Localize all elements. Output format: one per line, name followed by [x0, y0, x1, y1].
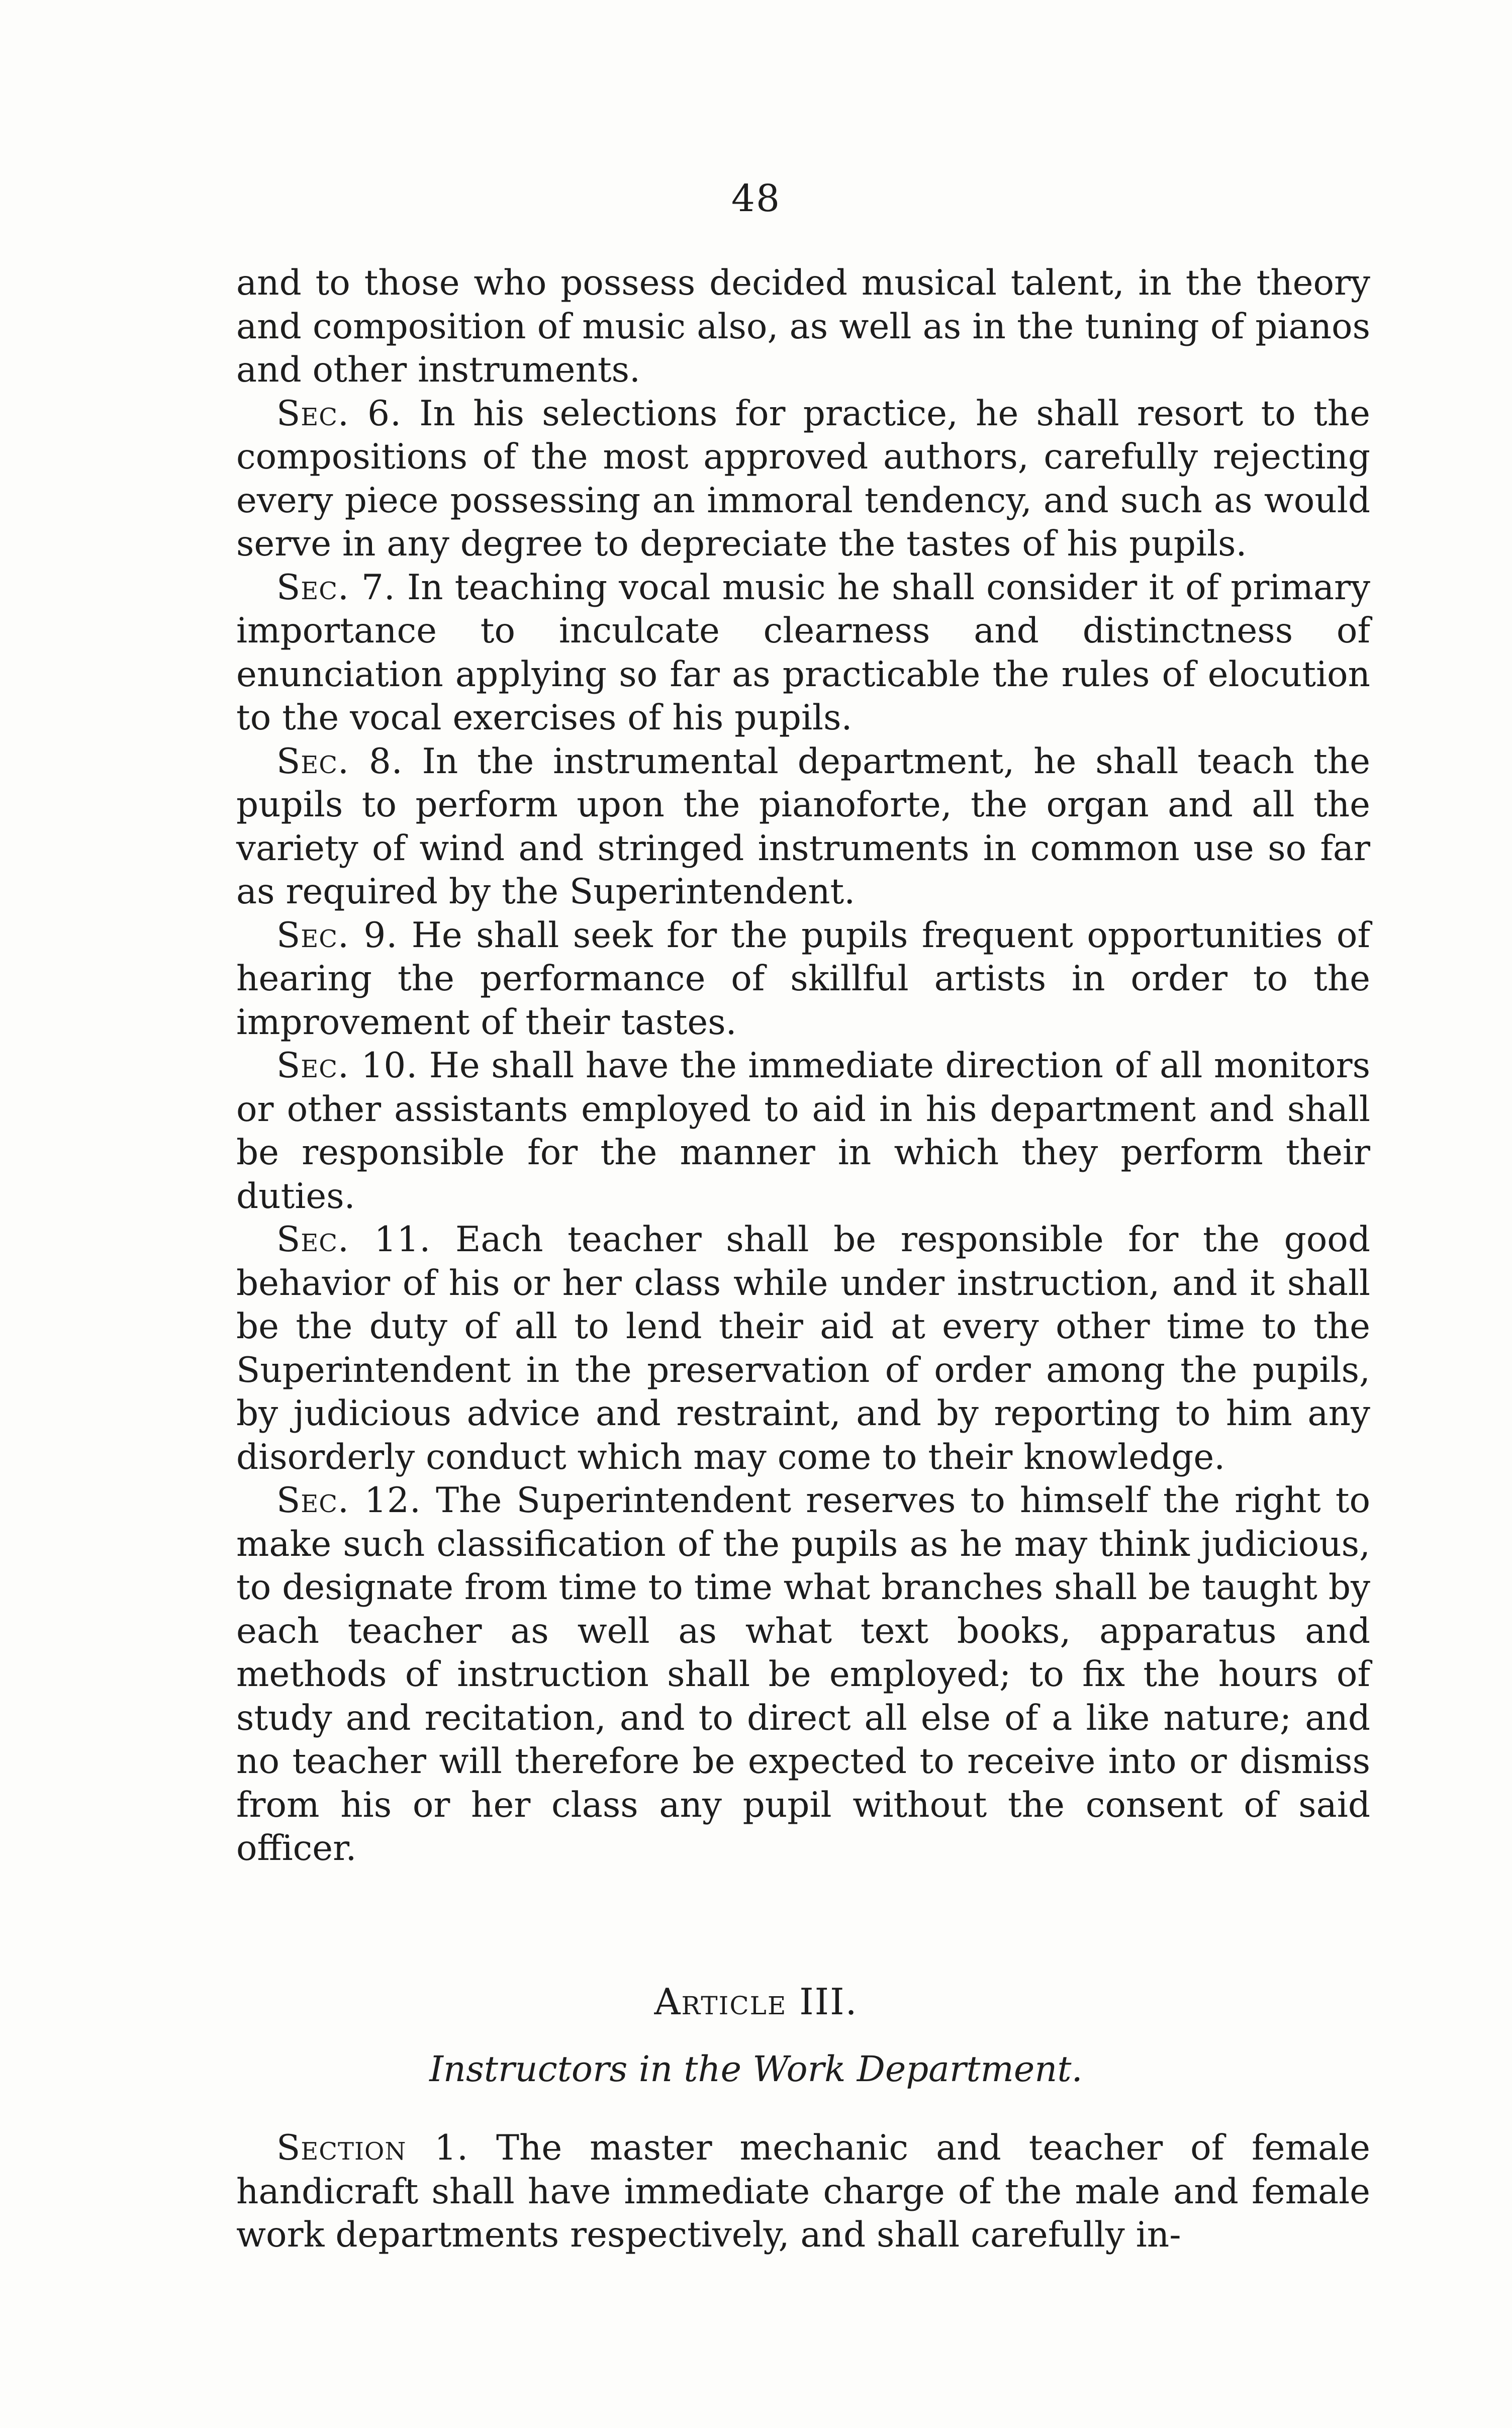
body-text — [236, 261, 1370, 1871]
section-label: Section 1. — [276, 2128, 469, 2168]
article-heading: Article III. — [654, 1981, 858, 2023]
paragraph-text: Each teacher shall be responsible for the good behavior of his or her class while under instruction, and it shall be the duty of all to lend their aid at every other time to the Superintendent in the preservation of order among the pupils, by judicious advice and restraint, and by reporting to him any disorderly conduct which may come to their knowledge. — [236, 1220, 1370, 1477]
section-label: Sec. 10. — [276, 1046, 418, 1086]
paragraph-section-1 — [236, 2126, 1370, 2257]
paragraph-sec-6 — [236, 392, 1370, 566]
section-label: Sec. 12. — [276, 1480, 421, 1521]
paragraph-text: He shall have the immediate direction of all monitors or other assistants employed to aid in his department and shall be responsible for the manner in which they perform their duties. — [236, 1046, 1370, 1217]
paragraph-text: The Superintendent reserves to himself the right to make such classification of the pupils as he may think judicious, to designate from time to time what branches shall be taught by each teacher as well as what text books, apparatus and methods of instruction shall be employed; to fix the hours of study and recitation, and to direct all else of a like nature; and no teacher will therefore be expected to receive into or dismiss from his or her class any pupil without the consent of said officer. — [236, 1480, 1370, 1869]
paragraph-text: In his selections for practice, he shall resort to the compositions of the most approved authors, carefully rejecting every piece possessing an immoral tendency, and such as would serve in any degree to depreciate the tastes of his pupils. — [236, 393, 1371, 564]
paragraph-text: and to those who possess decided musical talent, in the theory and composition of music also, as well as in the tuning of pianos and other instruments. — [236, 263, 1370, 390]
paragraph-sec-8 — [236, 740, 1370, 914]
article-section-1 — [236, 2126, 1370, 2257]
page-number: 48 — [731, 177, 781, 220]
paragraph-text: In the instrumental department, he shall teach the pupils to perform upon the pianoforte, the organ and all the variety of wind and stringed instruments in common use so far as required by the Superintendent. — [236, 741, 1370, 912]
paragraph-sec-7 — [236, 566, 1370, 740]
section-label: Sec. 11. — [276, 1220, 431, 1260]
paragraph-text: In teaching vocal music he shall consider it of primary importance to inculcate clearness and distinctness of enunciation applying so far as practicable the rules of elocution to the vocal exercises of his pupils. — [236, 567, 1371, 738]
section-label: Sec. 6. — [276, 393, 402, 434]
article-subtitle: Instructors in the Work Department. — [429, 2048, 1083, 2090]
paragraph-sec-9 — [236, 914, 1370, 1045]
section-label: Sec. 7. — [276, 567, 396, 608]
paragraph-sec-12 — [236, 1479, 1370, 1871]
section-label: Sec. 8. — [276, 741, 403, 782]
paragraph-continuation — [236, 261, 1370, 392]
paragraph-text: The master mechanic and teacher of female handicraft shall have immediate charge of the male and female work departments respectively, and shall carefully in- — [236, 2128, 1370, 2255]
paragraph-sec-11 — [236, 1218, 1370, 1479]
paragraph-text: He shall seek for the pupils frequent opportunities of hearing the performance of skillful artists in order to the improvement of their tastes. — [236, 915, 1370, 1043]
paragraph-sec-10 — [236, 1044, 1370, 1218]
section-label: Sec. 9. — [276, 915, 398, 956]
